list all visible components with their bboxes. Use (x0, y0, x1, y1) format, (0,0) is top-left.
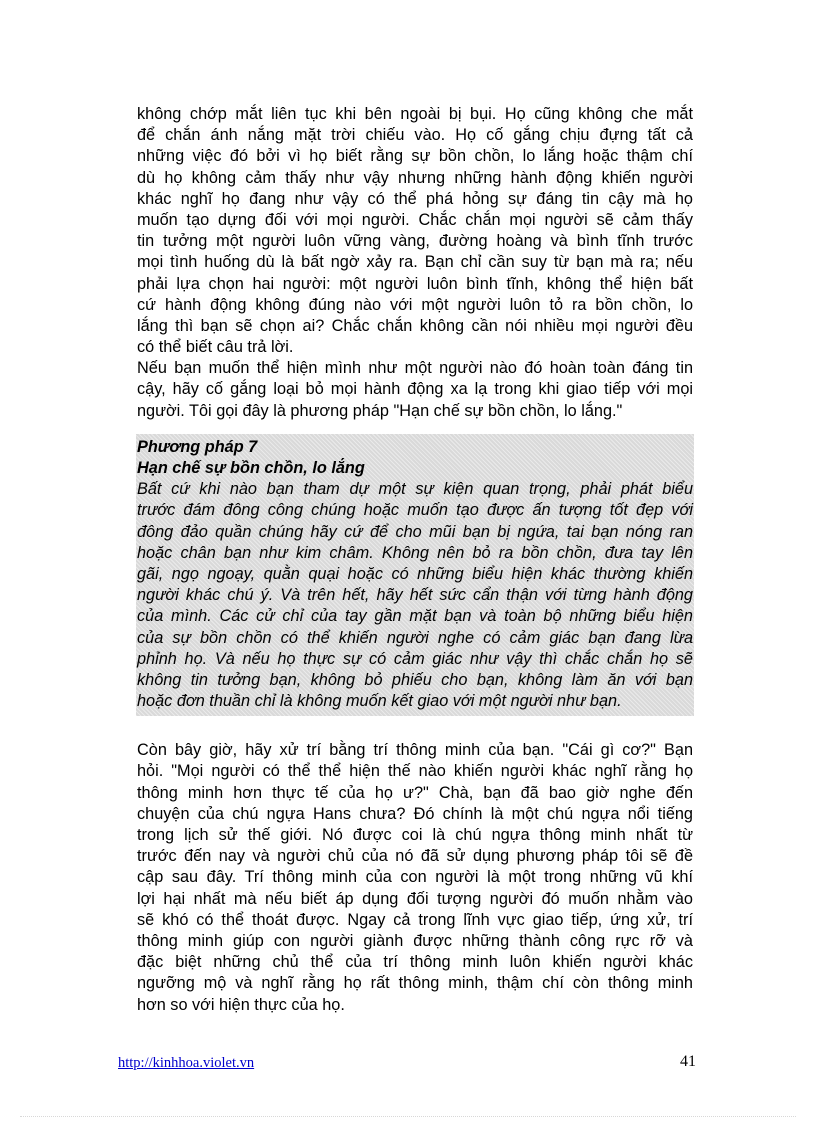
text-line: người. Tôi gọi đây là phương pháp "Hạn chế sự bồn chồn, lo lắng." (137, 401, 623, 420)
text-line: Còn bây giờ, hãy xử trí bằng trí thông minh của bạn. "Cái gì cơ?" Bạn (137, 741, 693, 760)
spacer (137, 716, 693, 740)
text-line: có thể biết câu trả lời. (137, 338, 294, 357)
text-line: không chớp mắt liên tục khi bên ngoài bị bụi. Họ cũng không che mắt (137, 105, 693, 123)
page-footer (118, 1055, 696, 1075)
text-line: đặc biệt những chủ thể của trí thông minh luôn khiến người khác (137, 953, 693, 972)
text-line: trước đến nay và người chủ của nó đã sử dụng phương pháp tôi sẽ đề (137, 847, 693, 866)
text-line: cứ hành động không đúng nào với một người luôn tỏ ra bồn chồn, lo (137, 295, 693, 314)
text-line: để chắn ánh nắng mặt trời chiếu vào. Họ cố gắng chịu đựng tất cả (137, 126, 693, 145)
text-line: những việc đó bởi vì họ biết rằng sự bồn chồn, lo lắng hoặc thậm chí (137, 147, 693, 166)
text-line: lắng thì bạn sẽ chọn ai? Chắc chắn không cần nói nhiều mọi người đều (137, 316, 693, 335)
method-7-box (136, 434, 694, 716)
method-line: trước đám đông công chúng hoặc muốn tạo được ấn tượng tốt đẹp với (137, 501, 693, 520)
text-line: ngưỡng mộ và nghĩ rằng họ rất thông minh, thậm chí còn thông minh (137, 974, 693, 993)
method-line: của sự bồn chồn có thể khiến người nghe có cảm giác bạn đang lừa (137, 628, 693, 647)
text-line: chuyện của chú ngựa Hans chưa? Đó chính là một chú ngựa nổi tiếng (137, 804, 693, 823)
text-line: phải lựa chọn hai người: một người luôn bình tĩnh, không thể hiện bất (137, 274, 693, 293)
text-line: cậy, hãy cố gắng loại bỏ mọi hành động xa lạ trong khi giao tiếp với mọi (137, 380, 693, 399)
method-heading: Phương pháp 7 (137, 437, 258, 456)
method-line: của mình. Các cử chỉ của tay gần mặt bạn và toàn bộ những biểu hiện (137, 607, 693, 626)
text-line: khác nghĩ họ đang như vậy có thể phá hỏng sự đáng tin cậy mà họ (137, 189, 693, 208)
method-line: hoặc chân bạn như kim châm. Không nên bỏ ra bồn chồn, đưa tay lên (137, 543, 693, 562)
page-content (137, 104, 693, 1016)
text-line: hỏi. "Mọi người có thể thể hiện thế nào khiến người khác nghĩ rằng họ (137, 762, 693, 781)
paragraph-2 (137, 358, 693, 422)
footer-link[interactable]: http://kinhhoa.violet.vn (118, 1055, 255, 1071)
method-line: gãi, ngọ ngoạy, quằn quại hoặc có những biểu hiện khác thường khiến (137, 564, 693, 583)
text-line: sẽ khó có thể thoát được. Ngay cả trong lĩnh vực giao tiếp, ứng xử, trí (137, 910, 693, 929)
text-line: lợi hại nhất mà nếu biết áp dụng đối tượng người đó muốn nhằm vào (137, 889, 693, 908)
page-bottom-divider (20, 1116, 796, 1117)
method-line: không tin tưởng bạn, không bỏ phiếu cho bạn, không làm ăn với bạn (137, 670, 693, 689)
text-line: hơn so với hiện thực của họ. (137, 995, 345, 1014)
text-line: thông minh giúp con người giành được những thành công rực rỡ và (137, 931, 693, 950)
paragraph-3 (137, 740, 693, 1015)
method-line: Bất cứ khi nào bạn tham dự một sự kiện quan trọng, phải phát biểu (137, 480, 693, 499)
text-line: trong lịch sử thế giới. Nó được coi là chú ngựa thông minh nhất từ (137, 826, 693, 844)
page-number: 41 (680, 1053, 696, 1070)
text-line: dù họ không cảm thấy như vậy nhưng những hành động khiến người (137, 168, 693, 187)
text-line: tin tưởng một người luôn vững vàng, đường hoàng và bình tĩnh trước (137, 232, 693, 251)
text-line: Nếu bạn muốn thể hiện mình như một người nào đó hoàn toàn đáng tin (137, 359, 693, 378)
text-line: cập sau đây. Trí thông minh của con người là một trong những vũ khí (137, 868, 693, 887)
method-line: hoặc đơn thuần chỉ là không muốn kết giao với một người như bạn. (137, 692, 622, 711)
text-line: mọi tình huống dù là bất ngờ xảy ra. Bạn chỉ cần suy từ bạn mà ra; nếu (137, 253, 693, 272)
method-line: đông đảo quần chúng hãy cứ để cho mũi bạn bị ngứa, tai bạn nóng ran (137, 522, 693, 541)
paragraph-1 (137, 104, 693, 358)
method-line: phỉnh họ. Và nếu họ thực sự có cảm giác như vậy thì chắc chắn họ sẽ (137, 649, 693, 668)
text-line: muốn tạo dựng đối với mọi người. Chắc chắn mọi người sẽ cảm thấy (137, 210, 693, 229)
text-line: thông minh hơn thực tế của họ ư?" Chà, bạn đã bao giờ nghe đến (137, 783, 693, 802)
method-line: người khác chú ý. Và trên hết, hãy hết sức cẩn thận với từng hành động (137, 586, 693, 605)
method-subheading: Hạn chế sự bồn chồn, lo lắng (137, 459, 365, 477)
